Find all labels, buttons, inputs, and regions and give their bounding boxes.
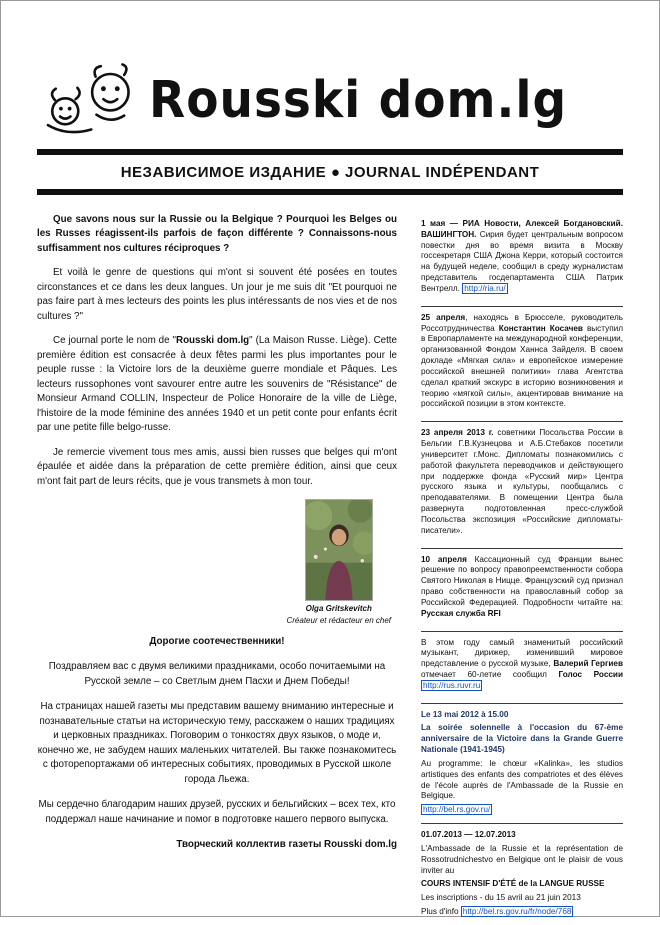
journal-name: Rousski dom.lg [176, 335, 250, 347]
event-item-victory-soiree [421, 703, 623, 823]
address-paragraph-holidays: Поздравляем вас с двумя великими праздниками, особо почитаемыми на Русской земле – со Светлым днем Пасхи и Днем Победы! [48, 661, 386, 687]
event-program: Au programme: le chœur «Kalinka», les studios artistiques des enfants des compatriotes et des élèves de l'école auprès de l'Ambassade de la Russie en Belgique. [421, 758, 623, 801]
intro-paragraph: Que savons nous sur la Russie ou la Belgique ? Pourquoi les Belges ou les Russes réagissent-ils parfois de façon différente ? Connaissons-nous suffisamment nos cultures réciproques ? [37, 214, 397, 254]
masthead [1, 1, 659, 149]
news-text-block [421, 638, 623, 692]
news-date: 25 апреля [421, 312, 466, 322]
news-person-name: Константин Косачев [498, 323, 583, 333]
news-item-nice-cathedral [421, 548, 623, 631]
event-title: La soirée solennelle à l'occasion du 67-ème anniversaire de la Victoire dans la Grande Guerre Nationale (1941-1945) [421, 723, 623, 755]
course-info-link[interactable]: http://bel.rs.gov.ru/fr/node/768 [462, 907, 572, 917]
news-date: 23 апреля 2013 г. [421, 428, 494, 438]
editorial-paragraph-journal [37, 334, 397, 435]
news-text-block [421, 428, 623, 536]
news-text: В этом году самый знаменитый российский музыкант, дирижер, изменивший мировое представление о русской музыке, [421, 637, 623, 669]
editorial-paragraph-questions: Et voilà le genre de questions qui m'ont si souvent été posées en toutes circonstances et ce dans les deux langues. Un jour je me suis dit "Et pourquoi ne pas faire part à mes lecteurs des points les plus intéressants de nos vies et de nos cultures ?" [37, 267, 397, 322]
news-text-block [421, 313, 623, 410]
photo-block [37, 499, 391, 627]
news-lead: 1 мая — РИА Новости, Алексей Богдановский. ВАШИНГТОН. [421, 219, 623, 239]
address-paragraph-thanks: Мы сердечно благодарим наших друзей, русских и бельгийских – всех тех, кто поддержал наше начинание и помог в подготовке нашего первого выпуска. [38, 799, 396, 825]
course-more-info-label: Plus d'info [421, 907, 461, 917]
editor-photo [305, 499, 373, 601]
photo-caption [286, 603, 391, 627]
news-text-block [421, 555, 623, 620]
editor-photo-figure [286, 499, 391, 627]
news-text: Сирия будет центральным вопросом повестки дня во время визита в Москву госсекретаря США Джона Керри, который состоится на будущей неделе, сообщил в среду журналистам представитель госдепартамента США Патрик Вентрелл. [421, 229, 623, 293]
paragraph-text: " (La Maison Russe. Liège). Cette première édition est consacrée à deux fêtes parmi les plus importantes pour le peuple russe : la Victoire lors de la deuxième guerre mondiale et Pâques. Les lecteurs russophones vont savourer entre autre les souvenirs de "Résistance" de Monsieur Armand COLLIN, Inspecteur de Police Honoraire de la ville de Liège, l'histoire de la mode féminine des années 1940 et un petit conte pour enfants écrit par une petite fille belgo-russe. [37, 335, 397, 434]
news-text: выступил в Европарламенте на международной конференции, организованной Фондом Ханнса Зайделя. В своем докладе «Мягкая сила» и европейское измерение российской внешней политики» глава Агентства сделал краткий экскурс в историю возникновения и теорию «мягкой силы», акцентировав внимание на российской позиции в этом контексте. [421, 323, 623, 409]
newspaper-logo: Rousski dom.lg [149, 70, 568, 130]
news-text: Кассационный суд Франции вынес решение по вопросу правопреемственности собора Святого Николая в Ницце. Французский суд признал право собственности на православный собор за Российской Федерацией. Подробности читайте на: [421, 554, 623, 607]
news-text-block [421, 219, 623, 295]
content [1, 195, 659, 925]
signature-journal-name: Rousski dom.lg [324, 839, 397, 851]
event-invitation-text: L'Ambassade de la Russie et la représentation de Rossotrudnichestvo en Belgique ont le plaisir de vous inviter au [421, 843, 623, 875]
address-paragraph-contents: На страницах нашей газеты мы представим вашему вниманию интересные и познавательные статьи на историческую тему, расскажем о наших традициях и церковных праздниках. Поговорим о тонкостях двух языков, о моде и, конечно же, не забудем наших маленьких читателей. Вы также познакомитесь с фоторепортажами об интересных событиях, проводимых в Русской школе города Льежа. [37, 701, 397, 785]
voice-of-russia-link[interactable]: http://rus.ruvr.ru [423, 680, 481, 690]
page-root [1, 1, 659, 925]
signature-text: Творческий коллектив газеты [176, 839, 325, 851]
ria-news-link[interactable]: http://ria.ru/ [464, 283, 506, 293]
news-text: советники Посольства России в Бельгии Г.В.Кузнецова и А.Б.Стебаков посетили университет г.Монс. Дипломаты познакомились с работой факультета переводчиков и действующего при поддержке фонда «Русский мир» Центра русского языка и культуры, пообщались с преподавателями. В помещении Центра была развернута подготовленная пресс-службой Посольства экспозиция «Российские дипломаты-писатели». [421, 428, 623, 535]
rfi-source-label: Русская служба RFI [421, 608, 501, 618]
event-item-summer-course [421, 823, 623, 925]
news-item-gergiev [421, 631, 623, 703]
mascot-doodle-icon [41, 58, 145, 142]
news-item-mons [421, 421, 623, 547]
course-inscriptions: Les inscriptions - du 15 avril au 21 juin 2013 [421, 893, 581, 903]
event-date-range: 01.07.2013 — 12.07.2013 [421, 830, 516, 840]
news-person-name: Валерий Гергиев [553, 659, 623, 669]
address-section [37, 635, 397, 853]
news-item-kosachev [421, 306, 623, 421]
news-column [421, 213, 623, 925]
course-title: COURS INTENSIF D'ÉTÉ de la LANGUE RUSSE [421, 879, 605, 889]
photo-caption-role: Créateur et rédacteur en chef [286, 616, 391, 626]
editorial-column [37, 213, 397, 925]
event-date: Le 13 mai 2012 à 15.00 [421, 709, 509, 719]
editorial-signature [37, 838, 397, 852]
editorial-paragraph-thanks: Je remercie vivement tous mes amis, aussi bien russes que belges qui m'ont épaulée et aidée dans la préparation de cette première édition, ainsi que ceux m'ont fait part de leurs récits, que je vous transmets à mon tour. [37, 446, 397, 487]
rs-gov-link[interactable]: http://bel.rs.gov.ru/ [423, 805, 491, 815]
news-text: , находясь в Брюсселе, руководитель Россотрудничества [421, 312, 623, 333]
photo-caption-name: Olga Gritskevitch [305, 604, 372, 614]
masthead-tagline: НЕЗАВИСИМОЕ ИЗДАНИЕ ● JOURNAL INDÉPENDANT [120, 164, 540, 181]
paragraph-text: Ce journal porte le nom de " [53, 335, 176, 347]
news-date: 10 апреля [421, 554, 467, 564]
news-text: отмечает 60-летие сообщил [421, 669, 559, 679]
address-title: Дорогие соотечественники! [149, 635, 285, 647]
news-item-syria [421, 213, 623, 306]
news-source-name: Голос России [558, 669, 624, 679]
